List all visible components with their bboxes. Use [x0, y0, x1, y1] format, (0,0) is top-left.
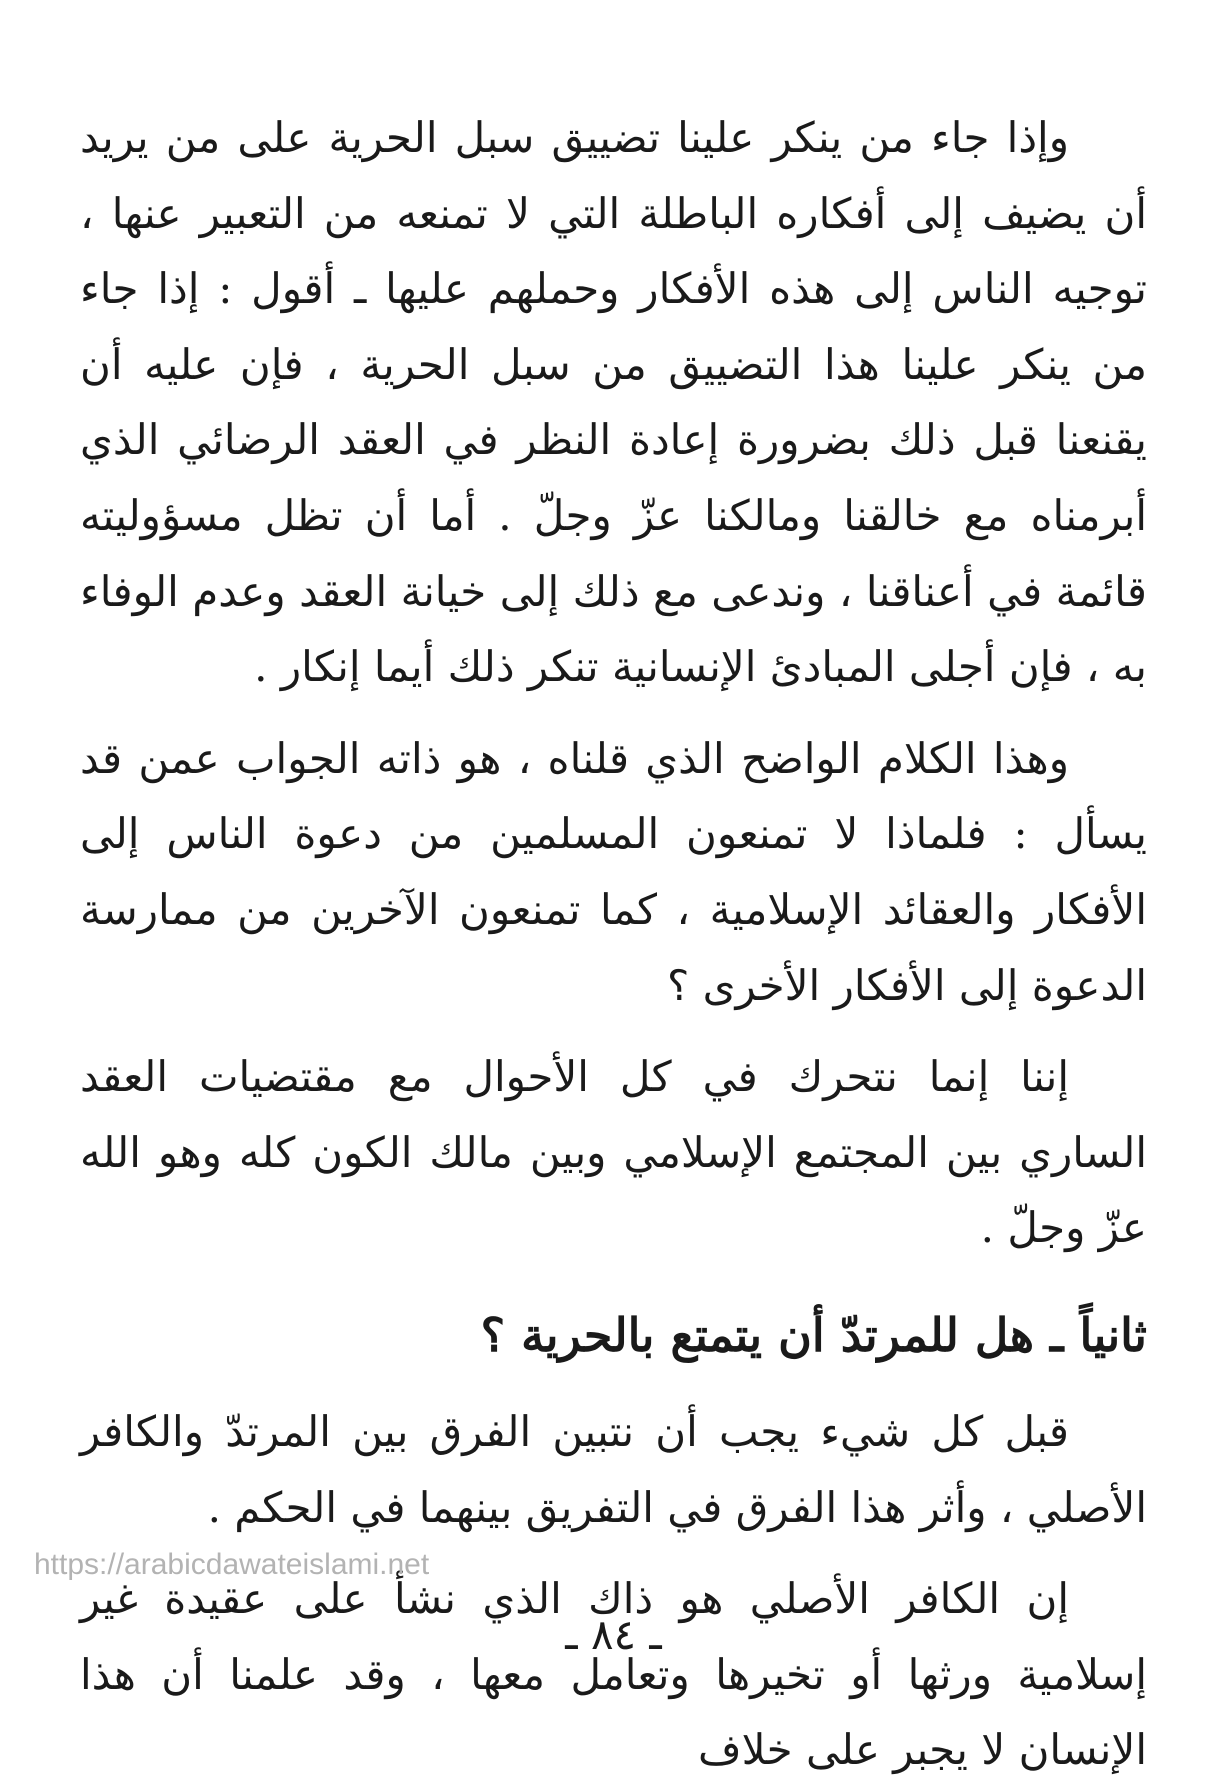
paragraph-answer-question: وهذا الكلام الواضح الذي قلناه ، هو ذاته الجواب عمن قد يسأل : فلماذا لا تمنعون المسلمين من دعوة الناس إلى الأفكار والعقائد الإسلامية ، كما تمنعون الآخرين من ممارسة الدعوة إلى الأفكار الأخرى ؟ [80, 733, 1147, 1010]
paragraph-contract: إننا إنما نتحرك في كل الأحوال مع مقتضيات العقد الساري بين المجتمع الإسلامي وبين مالك الكون كله وهو الله عزّ وجلّ . [80, 1052, 1147, 1253]
page-body [80, 100, 1147, 1788]
paragraph-freedom-restriction: وإذا جاء من ينكر علينا تضييق سبل الحرية على من يريد أن يضيف إلى أفكاره الباطلة التي لا تمنعه من التعبير عنها ، توجيه الناس إلى هذه الأفكار وحملهم عليها ـ أقول : إذا جاء من ينكر علينا هذا التضييق من سبل الحرية ، فإن عليه أن يقنعنا قبل ذلك بضرورة إعادة النظر في العقد الرضائي الذي أبرمناه مع خالقنا ومالكنا عزّ وجلّ . أما أن تظل مسؤوليته قائمة في أعناقنا ، وندعى مع ذلك إلى خيانة العقد وعدم الوفاء به ، فإن أجلى المبادئ الإنسانية تنكر ذلك أيما إنكار . [80, 113, 1148, 692]
section-heading: ثانياً ـ هل للمرتدّ أن يتمتع بالحرية ؟ [480, 1307, 1147, 1362]
page-number: ـ ٨٤ ـ [565, 1610, 662, 1659]
paragraph-original-disbeliever: إن الكافر الأصلي هو ذاك الذي نشأ على عقيدة غير إسلامية ورثها أو تخيرها وتعامل معها ، وقد علمنا أن هذا الإنسان لا يجبر على خلاف [80, 1574, 1147, 1775]
watermark-url: https://arabicdawateislami.net [34, 1548, 430, 1581]
paragraph-distinction: قبل كل شيء يجب أن نتبين الفرق بين المرتدّ والكافر الأصلي ، وأثر هذا الفرق في التفريق بينهما في الحكم . [80, 1407, 1147, 1532]
